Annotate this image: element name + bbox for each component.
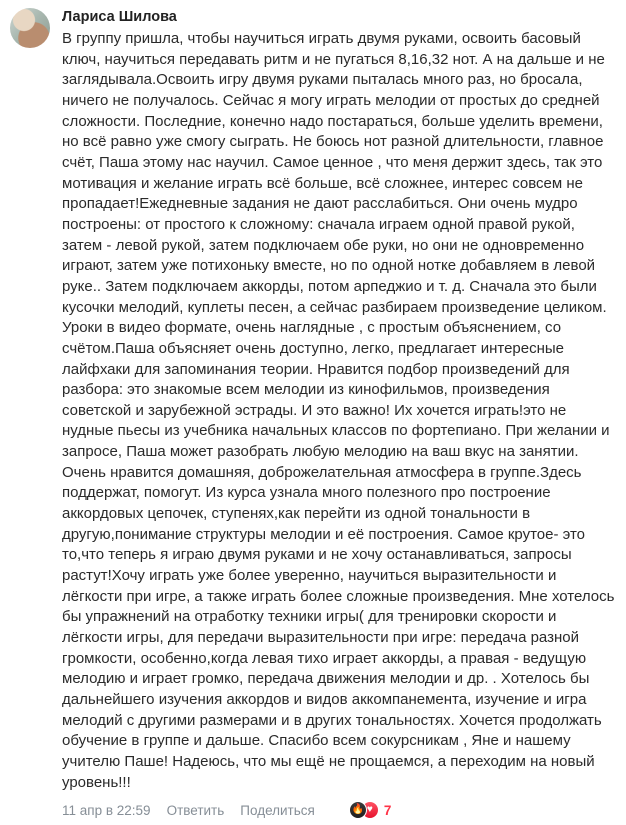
comment-text: В группу пришла, чтобы научиться играть двумя руками, освоить басовый ключ, научиться передавать ритм и не пугаться 8,16,32 нот. А на дальше и не заглядывала.Освоить игру двумя руками пыталась много раз, но бросала, ничего не получалось. Сейчас я могу играть мелодии от простых до средней сложности. Последние, конечно надо постараться, больше уделить времени, но всё равно уже смогу сыграть. Не боюсь нот разной длительности, главное счёт, Паша этому нас научил. Самое ценное , что меня держит здесь, так это мотивация и желание играть всё больше, всё сложнее, интерес совсем не пропадает!Ежедневные задания не дают расслабиться. Они очень мудро построены: от простого к сложному: сначала играем одной правой рукой, затем - левой рукой, затем подключаем обе руки, но они не одновременно играют, затем уже потихоньку вместе, но по одной нотке добавляем в левой руке.. Затем подключаем аккорды, потом арпеджио и т. д. Сначала это были кусочки мелодий, куплеты песен, а сейчас разбираем произведение целиком. Уроки в видео формате, очень наглядные , с простым объяснением, со счётом.Паша объясняет очень доступно, легко, предлагает интересные лайфхаки для запоминания теории. Нравится подбор произведений для разбора: это знакомые всем мелодии из кинофильмов, произведения советской и зарубежной эстрады. И это важно! Их хочется играть!это не нудные пьесы из учебника начальных классов по фортепиано. При желании и запросе, Паша может разобрать любую мелодию на ваш вкус на занятии. Очень нравится домашняя, доброжелательная атмосфера в группе.Здесь поддержат, помогут. Из курса узнала много полезного про построение аккордовых цепочек, ступенях,как перейти из одной тональности в другую,понимание структуры мелодии и её построения. Самое крутое- это то,что теперь я играю двумя руками и не хочу останавливаться, запросы растут!Хочу играть уже более уверенно, научиться выразительности и лёгкости при игре, а также играть более сложные произведения. Мне хотелось бы упражнений на отработку техники игры( для тренировки скорости и лёгкости игры, для передачи выразительности при игре: передача разной громкости, особенно,когда левая тихо играет аккорды, а правая - ведущую мелодию и играет громко, передача движения мелодии и др. . Хотелось бы дальнейшего изучения аккордов и видов аккомпанемента, изучение и игра мелодий с другими размерами и в других тональностях. Хочется продолжать обучение в группе и дальше. Спасибо всем сокурсникам , Яне и нашему учителю Паше! Надеюсь, что мы ещё не прощаемся, а переходим на новый уровень!!! [62,30,615,791]
avatar[interactable] [10,8,50,48]
fire-reaction-icon: 🔥 [349,801,367,819]
reactions-group[interactable] [349,801,392,819]
reaction-count: 7 [383,802,392,818]
heart-reaction-icon: ♥ [361,801,379,819]
author-name[interactable]: Лариса Шилова [62,9,177,25]
comment-content [62,8,616,819]
share-button[interactable]: Поделиться [240,802,315,818]
comment-footer [62,801,616,819]
timestamp: 11 апр в 22:59 [62,802,151,818]
reply-button[interactable]: Ответить [166,802,225,818]
